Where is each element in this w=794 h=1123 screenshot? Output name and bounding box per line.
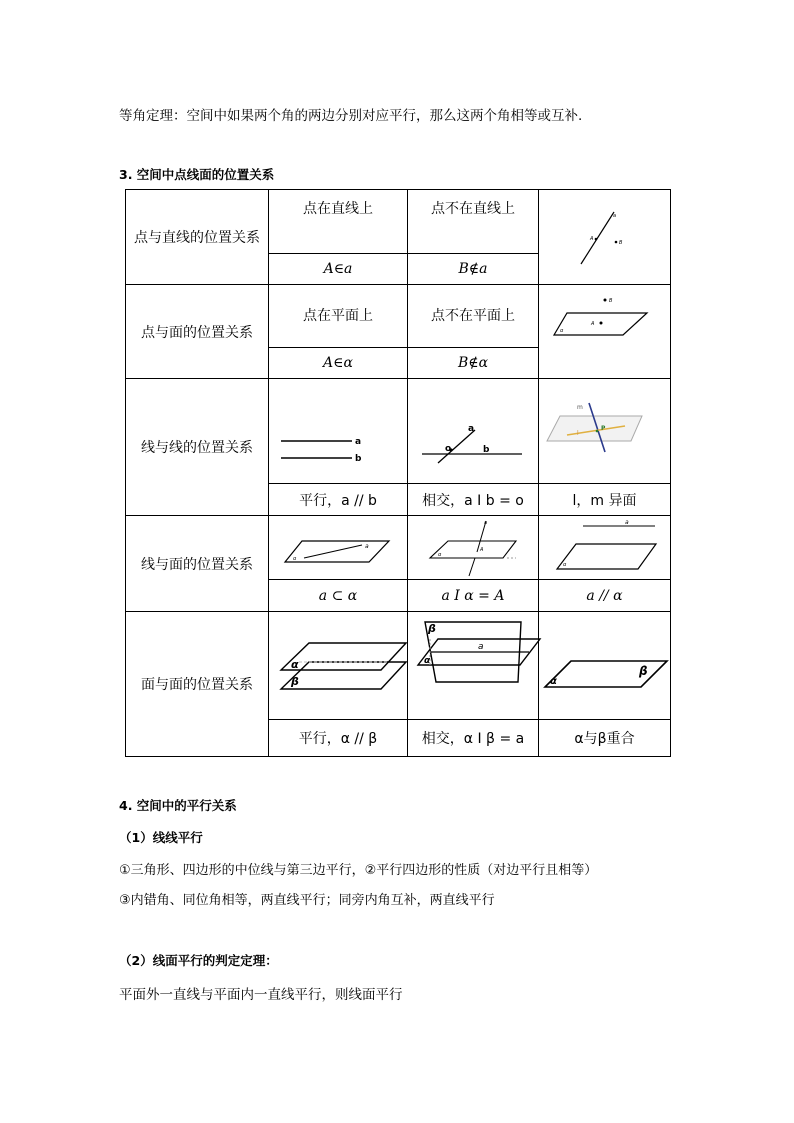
svg-text:α: α	[560, 328, 564, 334]
diagram-parallel-planes	[269, 612, 408, 720]
formula-a-parallel-alpha: a // α	[539, 580, 671, 612]
sub1-line2: ③内错角、同位角相等，两直线平行；同旁内角互补，两直线平行	[119, 893, 495, 908]
diagram-point-plane	[539, 285, 671, 379]
diagram-intersecting-planes	[408, 612, 539, 720]
svg-text:o: o	[445, 444, 452, 454]
diagram-coincident-planes	[539, 612, 671, 720]
diagram-line-in-plane	[269, 516, 408, 580]
svg-text:A: A	[590, 236, 594, 242]
svg-text:a: a	[365, 543, 369, 550]
formula-skew-lm: l，m 异面	[539, 484, 671, 516]
svg-text:α: α	[550, 676, 557, 687]
svg-text:b: b	[483, 445, 490, 455]
cell-point-on-line: 点在直线上	[269, 190, 408, 254]
svg-text:β: β	[428, 622, 436, 635]
svg-text:a: a	[484, 520, 488, 526]
svg-text:A: A	[480, 547, 484, 553]
svg-text:b: b	[355, 454, 362, 464]
svg-text:β: β	[639, 664, 648, 678]
position-relation-table	[125, 189, 671, 757]
formula-B-notin-a: B∉a	[408, 253, 539, 284]
svg-text:B: B	[609, 298, 613, 304]
formula-A-in-alpha: A∈α	[269, 347, 408, 378]
diagram-line-intersects-plane	[408, 516, 539, 580]
sub2-title: （2）线面平行的判定定理：	[119, 953, 278, 968]
sub1-title: （1）线线平行	[119, 830, 203, 845]
formula-a-subset-alpha: a ⊂ α	[269, 580, 408, 612]
svg-text:a: a	[468, 424, 475, 434]
formula-planes-intersect: 相交，α I β = a	[408, 720, 539, 757]
svg-text:a: a	[355, 437, 362, 447]
cell-point-off-plane: 点不在平面上	[408, 285, 539, 348]
formula-B-notin-alpha: B∉α	[408, 347, 539, 378]
svg-text:P: P	[601, 425, 606, 432]
diagram-line-parallel-plane	[539, 516, 671, 580]
svg-text:α: α	[291, 658, 299, 671]
svg-text:α: α	[424, 656, 431, 666]
section3-title: 3. 空间中点线面的位置关系	[119, 167, 275, 182]
formula-planes-coincide: α与β重合	[539, 720, 671, 757]
diagram-point-line	[539, 190, 671, 285]
svg-text:α: α	[563, 562, 567, 568]
svg-text:a: a	[625, 519, 629, 526]
theorem-text: 等角定理：空间中如果两个角的两边分别对应平行，那么这两个角相等或互补.	[119, 108, 583, 124]
diagram-parallel-lines	[269, 379, 408, 484]
row-label-point-plane: 点与面的位置关系	[126, 285, 269, 379]
svg-text:A: A	[591, 321, 595, 327]
sub2-text: 平面外一直线与平面内一直线平行，则线面平行	[119, 987, 403, 1003]
svg-text:a: a	[613, 213, 617, 219]
diagram-intersecting-lines	[408, 379, 539, 484]
formula-a-intersect-alpha: a I α = A	[408, 580, 539, 612]
cell-point-on-plane: 点在平面上	[269, 285, 408, 348]
svg-text:α: α	[293, 556, 297, 562]
row-label-plane-plane: 面与面的位置关系	[126, 612, 269, 757]
formula-intersect-ab: 相交，a I b = o	[408, 484, 539, 516]
row-label-line-plane: 线与面的位置关系	[126, 516, 269, 612]
svg-text:m: m	[577, 404, 583, 411]
svg-text:l: l	[577, 430, 579, 437]
row-label-line-line: 线与线的位置关系	[126, 379, 269, 516]
cell-point-off-line: 点不在直线上	[408, 190, 539, 254]
sub1-line1: ①三角形、四边形的中位线与第三边平行，②平行四边形的性质（对边平行且相等）	[119, 863, 598, 878]
row-label-point-line: 点与直线的位置关系	[126, 190, 269, 285]
svg-text:α: α	[438, 552, 442, 558]
section4-title: 4. 空间中的平行关系	[119, 798, 237, 813]
formula-parallel-ab: 平行，a // b	[269, 484, 408, 516]
diagram-skew-lines	[539, 379, 671, 484]
formula-planes-parallel: 平行，α // β	[269, 720, 408, 757]
formula-A-in-a: A∈a	[269, 253, 408, 284]
svg-text:β: β	[291, 675, 299, 688]
svg-text:B: B	[619, 240, 623, 246]
svg-text:a: a	[478, 642, 484, 652]
